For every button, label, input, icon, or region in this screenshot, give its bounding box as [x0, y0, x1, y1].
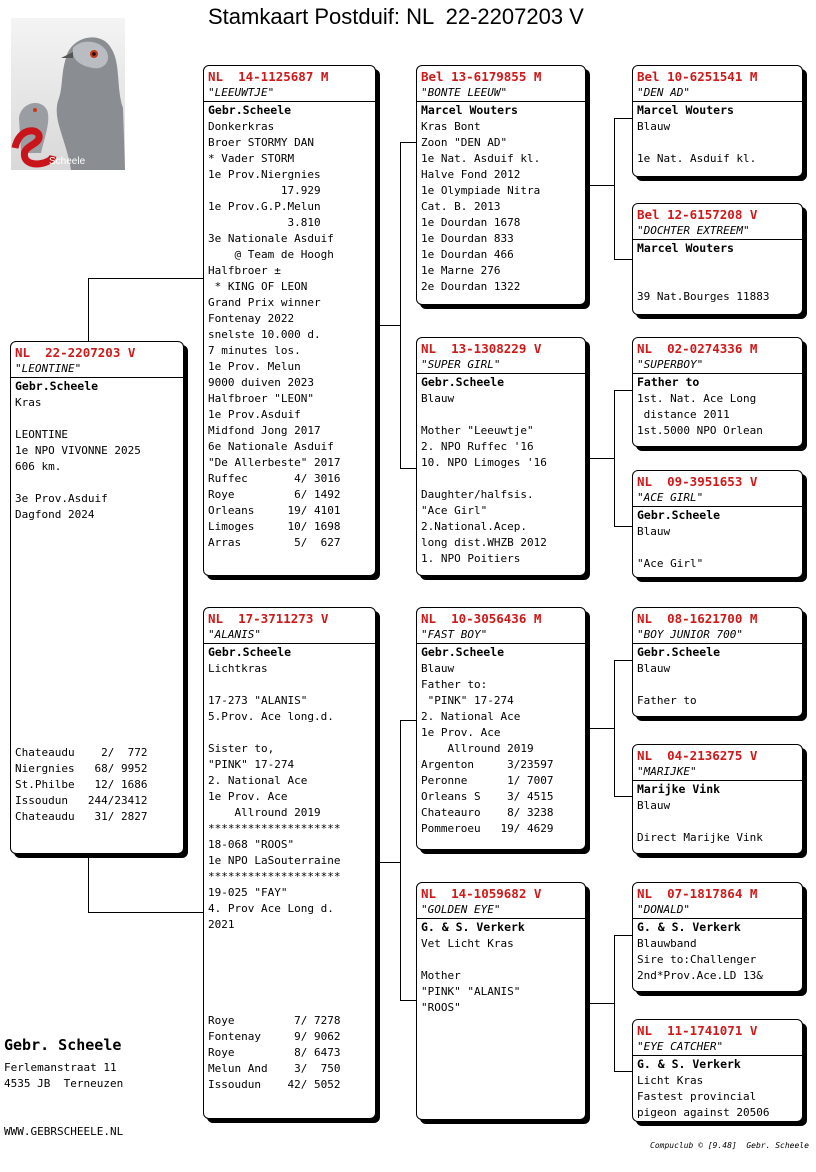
owner: G. & S. Verkerk [637, 1057, 741, 1071]
ring-number: Bel 13-6179855 M [421, 69, 542, 84]
connector-line [378, 325, 400, 326]
pigeon-details: Kras LEONTINE 1e NPO VIVONNE 2025 606 km. 3e Prov.Asduif Dagfond 2024 [15, 396, 141, 521]
connector-line [400, 720, 401, 1000]
divider [633, 506, 802, 507]
pigeon-name: "DONALD" [637, 903, 690, 916]
ring-number: NL 14-1125687 M [208, 69, 329, 84]
pigeon-details: Donkerkras Broer STORMY DAN * Vader STORM 1e Prov.Niergnies 17.929 1e Prov.G.P.Melun 3.810 3e Nationale Asduif @ Team de Hoogh Halfbroer ± * KING OF LEON Grand Prix winner Fontenay 2022 snelste 10.000 d. 7 minutes los. 1e Prov. Melun 9000 duiven 2023 Halfbroer "LEON" 1e Prov.Asduif Midfond Jong 2017 6e Nationale Asduif "De Allerbeste" 2017 Ruffec 4/ 3016 Roye 6/ 1492 Orleans 19/ 4101 Limoges 10/ 1698 Arras 5/ 627 [208, 120, 341, 549]
pigeon-details: Blauw Father to [637, 662, 697, 707]
pigeon-card-mmm [632, 1019, 803, 1122]
race-results: Roye 7/ 7278 Fontenay 9/ 9062 Roye 8/ 6473 Melun And 3/ 750 Issoudun 42/ 5052 [208, 1014, 341, 1091]
owner: Marcel Wouters [421, 103, 518, 117]
owner: Gebr.Scheele [208, 645, 292, 659]
pigeon-card-mfm [632, 744, 803, 854]
connector-line [614, 390, 615, 526]
owner: Marcel Wouters [637, 103, 734, 117]
connector-line [590, 1003, 614, 1004]
connector-line [614, 390, 633, 391]
pigeon-card-mff [632, 607, 803, 717]
footer-credit: Compuclub © [9.48] Gebr. Scheele [650, 1141, 809, 1150]
race-results: Chateaudu 2/ 772 Niergnies 68/ 9952 St.Philbe 12/ 1686 Issoudun 244/23412 Chateaudu 31/ 2827 [15, 746, 148, 823]
pigeon-name: "MARIJKE" [637, 765, 697, 778]
ring-number: NL 22-2207203 V [15, 345, 136, 360]
pigeon-details: Lichtkras 17-273 "ALANIS" 5.Prov. Ace long.d. Sister to, "PINK" 17-274 2. National Ace 1e Prov. Ace Allround 2019 ******************** 18-068 "ROOS" 1e NPO LaSouterraine ******************** 19-025 "FAY" 4. Prov Ace Long d. 2021 [208, 662, 341, 931]
owner: Marijke Vink [637, 782, 721, 796]
ring-number: NL 04-2136275 V [637, 748, 758, 763]
divider [633, 239, 802, 240]
pigeon-details: Licht Kras Fastest provincial pigeon against 20506 [637, 1074, 770, 1119]
pigeon-card-mm [416, 882, 586, 1120]
owner: Gebr.Scheele [637, 645, 721, 659]
connector-line [614, 935, 615, 1071]
pigeon-name: "DOCHTER EXTREEM" [637, 224, 750, 237]
owner: Gebr.Scheele [421, 645, 505, 659]
connector-line [614, 660, 633, 661]
pigeon-details: Vet Licht Kras Mother "PINK" "ALANIS" "ROOS" [421, 937, 521, 1014]
connector-line [614, 660, 615, 796]
ring-number: NL 08-1621700 M [637, 611, 758, 626]
pigeon-name: "BOY JUNIOR 700" [637, 628, 743, 641]
connector-line [614, 1071, 633, 1072]
pigeon-name: "ALANIS" [208, 628, 261, 641]
divider [204, 101, 375, 102]
pigeon-details: Blauw 1e Nat. Asduif kl. [637, 120, 757, 165]
connector-line [590, 458, 614, 459]
pigeon-details: Blauw "Ace Girl" [637, 525, 704, 570]
pigeon-card-father [203, 65, 376, 576]
divider [417, 918, 585, 919]
logo [11, 18, 125, 170]
ring-number: Bel 12-6157208 V [637, 207, 758, 222]
pigeon-name: "DEN AD" [637, 86, 690, 99]
owner: Father to [637, 375, 700, 389]
owner: Gebr.Scheele [15, 379, 99, 393]
divider [204, 643, 375, 644]
ring-number: NL 14-1059682 V [421, 886, 542, 901]
connector-line [590, 728, 614, 729]
divider [417, 373, 585, 374]
pigeon-card-fmf [632, 337, 803, 447]
pigeon-card-main [10, 341, 184, 854]
divider [11, 377, 183, 378]
ring-number: NL 09-3951653 V [637, 474, 758, 489]
divider [633, 373, 802, 374]
pigeon-name: "ACE GIRL" [637, 491, 704, 504]
ring-number: NL 07-1817864 M [637, 886, 758, 901]
breeder-address: Ferlemanstraat 11 4535 JB Terneuzen [4, 1061, 124, 1090]
pigeon-card-ff [416, 65, 586, 305]
pigeon-card-fmm [632, 470, 803, 578]
pigeon-name: "SUPER GIRL" [421, 358, 501, 371]
owner: Marcel Wouters [637, 241, 734, 255]
connector-line [88, 278, 205, 279]
divider [417, 643, 585, 644]
connector-line [400, 1000, 417, 1001]
divider [633, 780, 802, 781]
connector-line [88, 855, 89, 913]
ring-number: NL 02-0274336 M [637, 341, 758, 356]
pigeon-name: "LEEUWTJE" [208, 86, 275, 99]
ring-number: Bel 10-6251541 M [637, 69, 758, 84]
ring-number: NL 11-1741071 V [637, 1023, 758, 1038]
pigeon-details: 39 Nat.Bourges 11883 [637, 290, 770, 303]
pigeon-details: Blauwband Sire to:Challenger 2nd*Prov.Ace.LD 13& [637, 937, 763, 982]
ring-number: NL 13-1308229 V [421, 341, 542, 356]
pigeon-card-mf [416, 607, 586, 850]
ring-number: NL 10-3056436 M [421, 611, 542, 626]
connector-line [614, 118, 633, 119]
connector-line [614, 935, 633, 936]
pigeon-card-fff [632, 65, 803, 177]
connector-line [614, 118, 615, 259]
pigeon-logo-icon [11, 18, 125, 170]
divider [633, 1055, 802, 1056]
divider [633, 101, 802, 102]
pigeon-card-fm [416, 337, 586, 576]
connector-line [590, 185, 614, 186]
pigeon-card-mmf [632, 882, 803, 992]
connector-line [88, 912, 205, 913]
owner: G. & S. Verkerk [637, 920, 741, 934]
connector-line [400, 142, 401, 468]
owner: Gebr.Scheele [421, 375, 505, 389]
pigeon-name: "FAST BOY" [421, 628, 488, 641]
connector-line [614, 796, 633, 797]
owner: G. & S. Verkerk [421, 920, 525, 934]
pigeon-name: "BONTE LEEUW" [421, 86, 508, 99]
page-title: Stamkaart Postduif: NL 22-2207203 V [208, 4, 584, 29]
pigeon-details: Blauw Direct Marijke Vink [637, 799, 763, 844]
divider [633, 918, 802, 919]
logo-text: Scheele [49, 156, 86, 167]
connector-line [88, 278, 89, 341]
pigeon-name: "EYE CATCHER" [637, 1040, 724, 1053]
connector-line [614, 526, 633, 527]
divider [417, 101, 585, 102]
ring-number: NL 17-3711273 V [208, 611, 329, 626]
connector-line [614, 259, 633, 260]
connector-line [400, 142, 417, 143]
pigeon-card-mother [203, 607, 376, 1119]
pigeon-details: Blauw Father to: "PINK" 17-274 2. National Ace 1e Prov. Ace Allround 2019 Argenton 3/23597 Peronne 1/ 7007 Orleans S 3/ 4515 Chateauro 8/ 3238 Pommeroeu 19/ 4629 [421, 662, 554, 835]
website-link[interactable]: WWW.GEBRSCHEELE.NL [4, 1125, 124, 1138]
divider [633, 643, 802, 644]
pigeon-name: "LEONTINE" [15, 362, 82, 375]
owner: Gebr.Scheele [208, 103, 292, 117]
owner: Gebr.Scheele [637, 508, 721, 522]
connector-line [400, 468, 417, 469]
pigeon-card-ffm [632, 203, 803, 315]
pigeon-details: Blauw Mother "Leeuwtje" 2. NPO Ruffec '16 10. NPO Limoges '16 Daughter/halfsis. "Ace Girl" 2.National.Acep. long dist.WHZB 2012 1. NPO Poitiers [421, 392, 547, 565]
pigeon-name: "SUPERBOY" [637, 358, 704, 371]
breeder-name: Gebr. Scheele [4, 1036, 122, 1054]
connector-line [400, 720, 417, 721]
pigeon-name: "GOLDEN EYE" [421, 903, 501, 916]
pigeon-details: 1st. Nat. Ace Long distance 2011 1st.5000 NPO Orlean [637, 392, 763, 437]
connector-line [378, 862, 400, 863]
pigeon-details: Kras Bont Zoon "DEN AD" 1e Nat. Asduif kl. Halve Fond 2012 1e Olympiade Nitra Cat. B. 2013 1e Dourdan 1678 1e Dourdan 833 1e Dourdan 466 1e Marne 276 2e Dourdan 1322 [421, 120, 541, 293]
